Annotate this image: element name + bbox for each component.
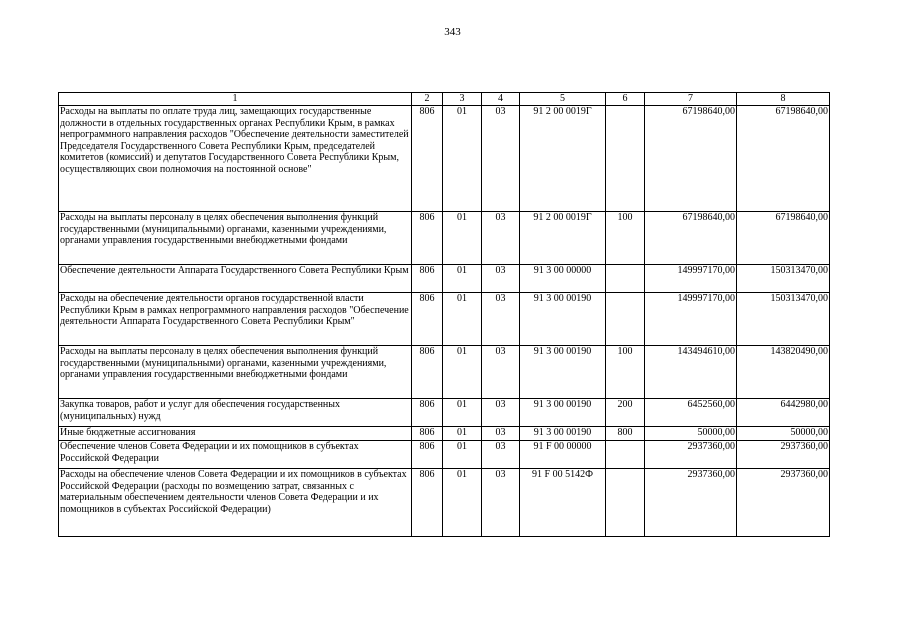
section-code: 01 [443, 346, 482, 399]
target-article-code: 91 2 00 0019Г [520, 212, 606, 265]
table-row [59, 399, 830, 427]
column-header: 5 [520, 93, 606, 106]
section-code: 01 [443, 106, 482, 212]
table-row [59, 293, 830, 346]
expense-type-code: 100 [606, 212, 645, 265]
ministry-code: 806 [412, 469, 443, 537]
amount-year-1: 6452560,00 [645, 399, 737, 427]
subsection-code: 03 [482, 346, 520, 399]
target-article-code: 91 3 00 00190 [520, 427, 606, 441]
table-row [59, 265, 830, 293]
column-header: 6 [606, 93, 645, 106]
expense-type-code [606, 441, 645, 469]
table-row [59, 106, 830, 212]
table-row [59, 212, 830, 265]
target-article-code: 91 F 00 00000 [520, 441, 606, 469]
page-number: 343 [444, 26, 461, 38]
row-name: Обеспечение деятельности Аппарата Государственного Совета Республики Крым [59, 265, 412, 293]
amount-year-1: 67198640,00 [645, 212, 737, 265]
column-header: 7 [645, 93, 737, 106]
column-header: 8 [737, 93, 830, 106]
table-row [59, 346, 830, 399]
amount-year-1: 149997170,00 [645, 293, 737, 346]
row-name: Обеспечение членов Совета Федерации и их помощников в субъектах Российской Федерации [59, 441, 412, 469]
ministry-code: 806 [412, 399, 443, 427]
budget-table [58, 92, 830, 537]
subsection-code: 03 [482, 293, 520, 346]
section-code: 01 [443, 399, 482, 427]
subsection-code: 03 [482, 265, 520, 293]
target-article-code: 91 2 00 0019Г [520, 106, 606, 212]
amount-year-2: 150313470,00 [737, 293, 830, 346]
column-header: 4 [482, 93, 520, 106]
subsection-code: 03 [482, 212, 520, 265]
table-row [59, 441, 830, 469]
amount-year-2: 143820490,00 [737, 346, 830, 399]
expense-type-code [606, 265, 645, 293]
section-code: 01 [443, 441, 482, 469]
target-article-code: 91 3 00 00000 [520, 265, 606, 293]
expense-type-code [606, 106, 645, 212]
ministry-code: 806 [412, 346, 443, 399]
amount-year-2: 6442980,00 [737, 399, 830, 427]
row-name: Расходы на выплаты по оплате труда лиц, замещающих государственные должности в отдельных государственных органах Республики Крым, в рамках непрограммного направления расходов "Обеспечение деятельности заместителей Председателя Государственного Совета Республики Крым, председателей комитетов (комиссий) и депутатов Государственного Совета Республики Крым, осуществляющих свои полномочия на постоянной основе" [59, 106, 412, 212]
ministry-code: 806 [412, 265, 443, 293]
row-name: Расходы на обеспечение деятельности органов государственной власти Республики Крым в рамках непрограммного направления расходов "Обеспечение деятельности Аппарата Государственного Совета Республики Крым" [59, 293, 412, 346]
ministry-code: 806 [412, 212, 443, 265]
expense-type-code [606, 469, 645, 537]
amount-year-1: 2937360,00 [645, 441, 737, 469]
section-code: 01 [443, 293, 482, 346]
expense-type-code: 100 [606, 346, 645, 399]
row-name: Расходы на обеспечение членов Совета Федерации и их помощников в субъектах Российской Федерации (расходы по возмещению затрат, связанных с материальным обеспечением деятельности членов Совета Федерации и их помощников в субъектах Российской Федерации) [59, 469, 412, 537]
row-name: Иные бюджетные ассигнования [59, 427, 412, 441]
amount-year-1: 50000,00 [645, 427, 737, 441]
header-row [59, 93, 830, 106]
ministry-code: 806 [412, 427, 443, 441]
subsection-code: 03 [482, 106, 520, 212]
amount-year-1: 149997170,00 [645, 265, 737, 293]
expense-type-code: 200 [606, 399, 645, 427]
expense-type-code [606, 293, 645, 346]
table-row [59, 469, 830, 537]
column-header: 3 [443, 93, 482, 106]
target-article-code: 91 3 00 00190 [520, 346, 606, 399]
target-article-code: 91 3 00 00190 [520, 399, 606, 427]
subsection-code: 03 [482, 427, 520, 441]
amount-year-2: 67198640,00 [737, 106, 830, 212]
column-header: 2 [412, 93, 443, 106]
amount-year-1: 2937360,00 [645, 469, 737, 537]
amount-year-1: 67198640,00 [645, 106, 737, 212]
ministry-code: 806 [412, 293, 443, 346]
ministry-code: 806 [412, 106, 443, 212]
section-code: 01 [443, 265, 482, 293]
amount-year-2: 67198640,00 [737, 212, 830, 265]
amount-year-2: 2937360,00 [737, 441, 830, 469]
row-name: Расходы на выплаты персоналу в целях обеспечения выполнения функций государственными (муниципальными) органами, казенными учреждениями, органами управления государственными внебюджетными фондами [59, 212, 412, 265]
amount-year-2: 150313470,00 [737, 265, 830, 293]
section-code: 01 [443, 212, 482, 265]
subsection-code: 03 [482, 399, 520, 427]
target-article-code: 91 F 00 5142Ф [520, 469, 606, 537]
section-code: 01 [443, 469, 482, 537]
amount-year-1: 143494610,00 [645, 346, 737, 399]
column-header: 1 [59, 93, 412, 106]
target-article-code: 91 3 00 00190 [520, 293, 606, 346]
expense-type-code: 800 [606, 427, 645, 441]
amount-year-2: 2937360,00 [737, 469, 830, 537]
section-code: 01 [443, 427, 482, 441]
ministry-code: 806 [412, 441, 443, 469]
subsection-code: 03 [482, 441, 520, 469]
amount-year-2: 50000,00 [737, 427, 830, 441]
row-name: Закупка товаров, работ и услуг для обеспечения государственных (муниципальных) нужд [59, 399, 412, 427]
table-row [59, 427, 830, 441]
row-name: Расходы на выплаты персоналу в целях обеспечения выполнения функций государственными (муниципальными) органами, казенными учреждениями, органами управления государственными внебюджетными фондами [59, 346, 412, 399]
subsection-code: 03 [482, 469, 520, 537]
